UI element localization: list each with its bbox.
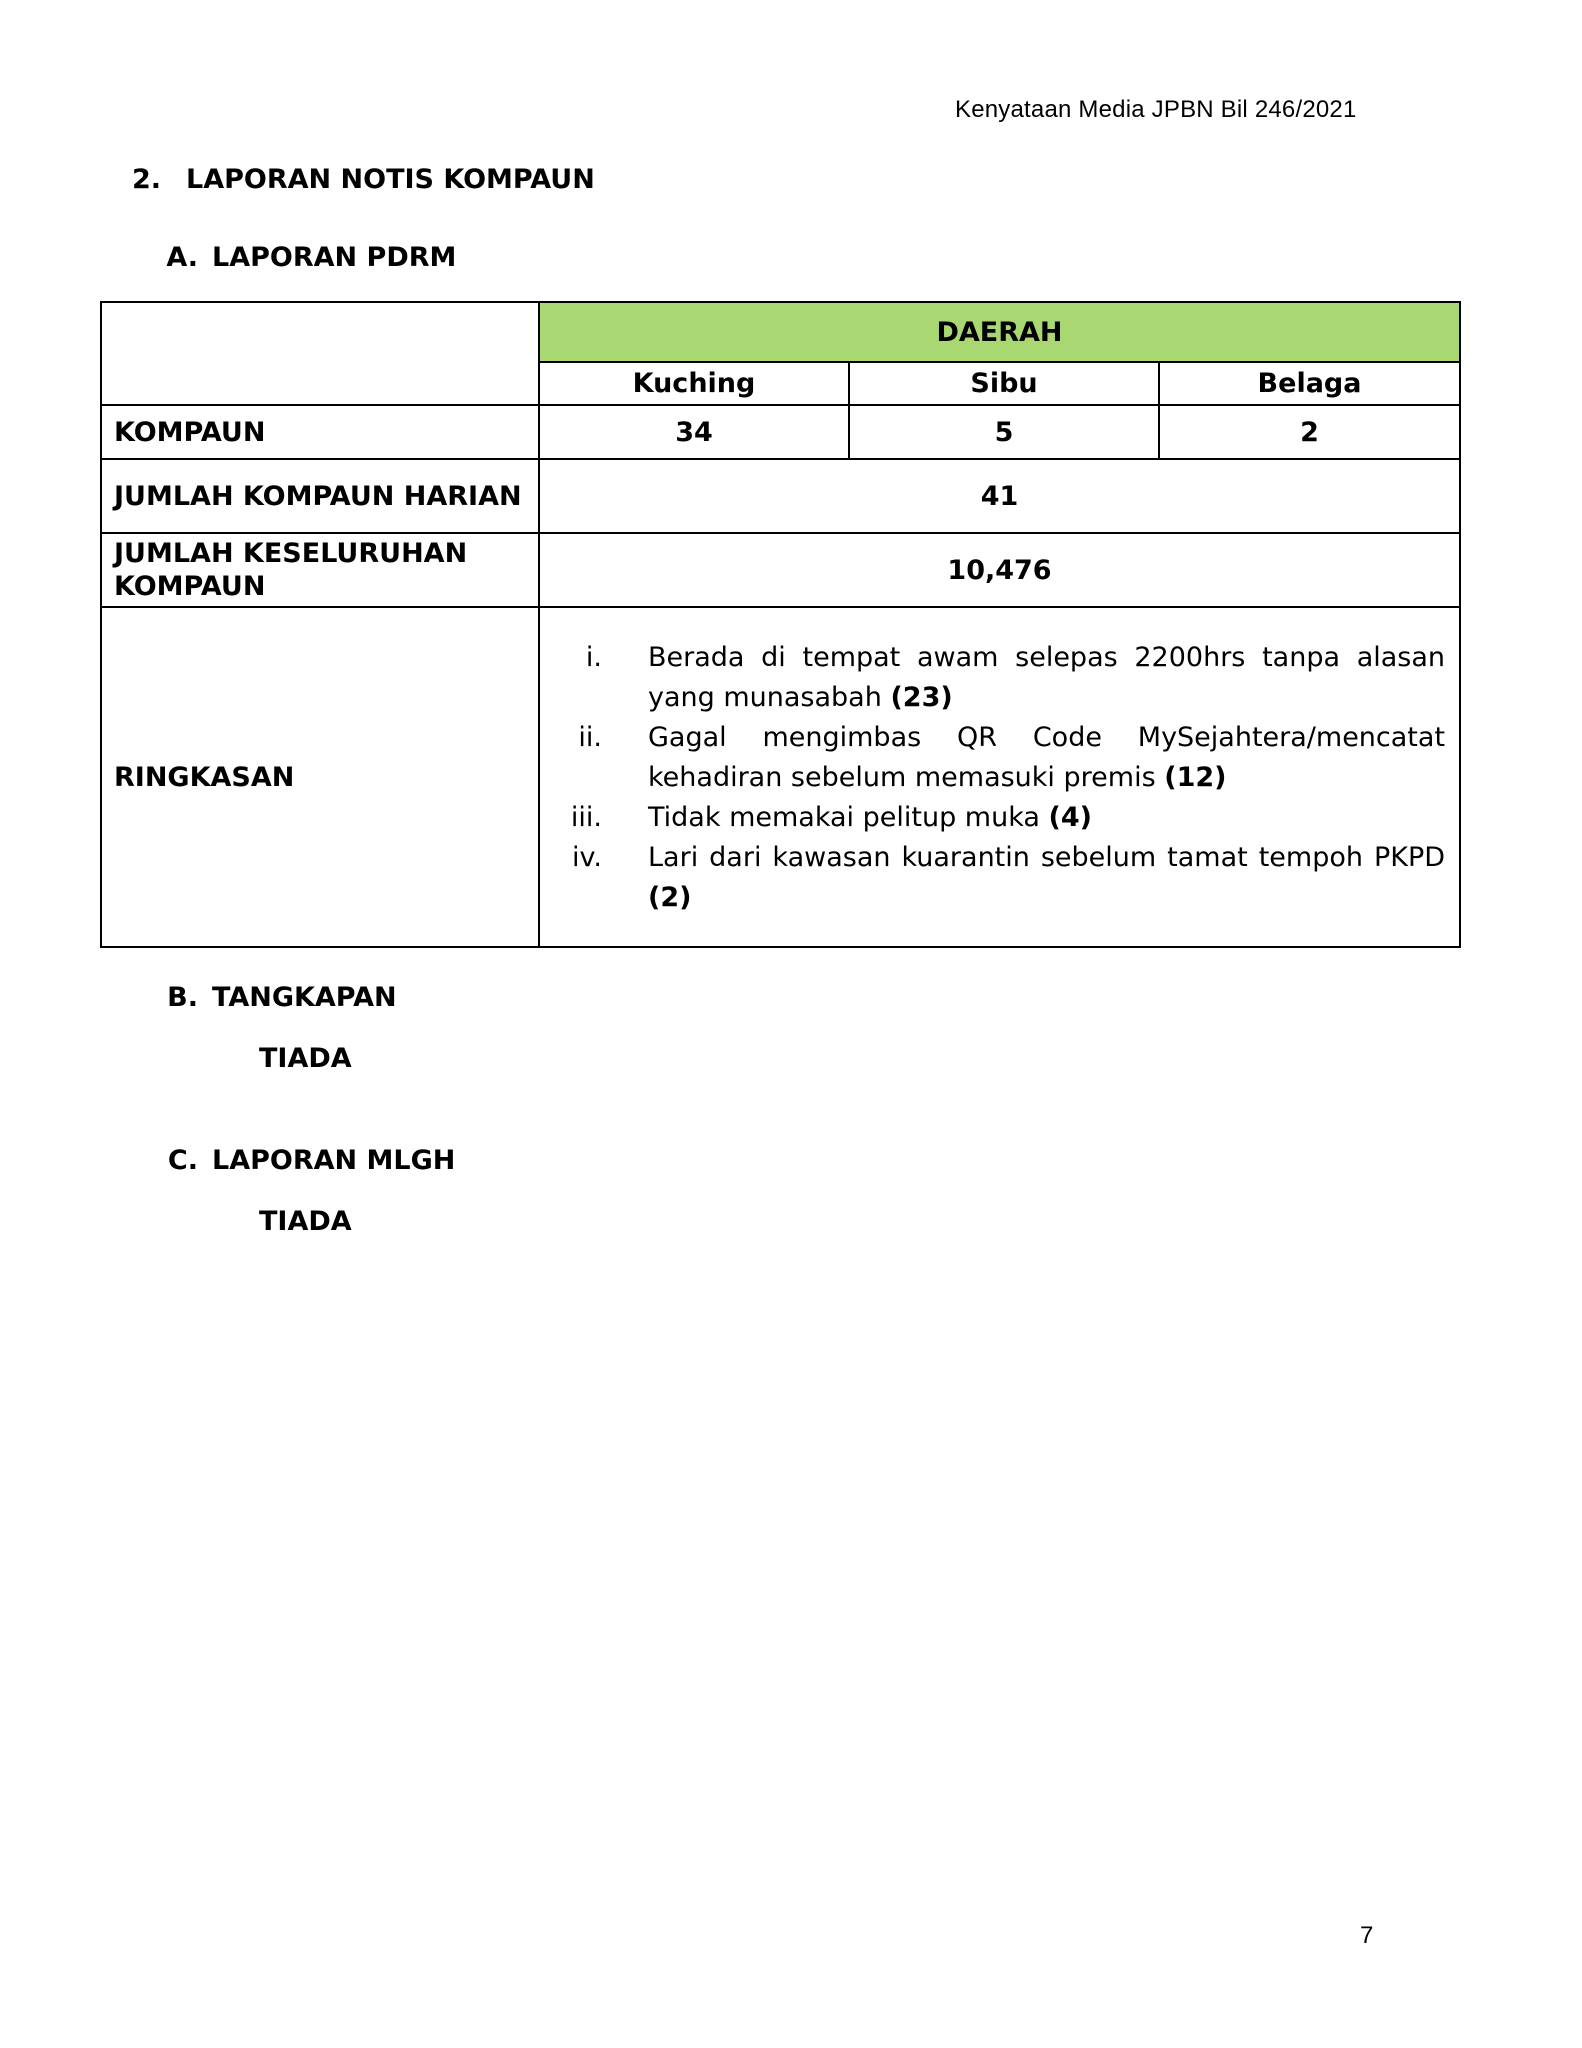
kompaun-kuching: 34: [539, 405, 849, 459]
row-label-keseluruhan-line2: KOMPAUN: [114, 571, 266, 602]
row-label-ringkasan: RINGKASAN: [101, 607, 539, 947]
part-b-title: TANGKAPAN: [212, 982, 397, 1013]
harian-total: 41: [539, 459, 1460, 533]
section-number: 2.: [132, 164, 162, 195]
list-count: (4): [1048, 802, 1092, 833]
part-c-letter: C.: [167, 1145, 198, 1176]
list-numeral: ii.: [578, 722, 602, 753]
row-label-keseluruhan: [101, 533, 539, 607]
part-b-letter: B.: [167, 982, 198, 1013]
kompaun-sibu: 5: [849, 405, 1159, 459]
list-text: Gagal mengimbas QR Code MySejahtera/mencatat kehadiran sebelum memasuki premis: [648, 722, 1446, 793]
list-text: Berada di tempat awam selepas 2200hrs tanpa alasan yang munasabah: [648, 642, 1446, 713]
section-heading: [132, 164, 595, 195]
row-label-keseluruhan-line1: JUMLAH KESELURUHAN: [114, 538, 468, 569]
part-c-title: LAPORAN MLGH: [212, 1145, 456, 1176]
district-header-kuching: Kuching: [539, 362, 849, 405]
pdrm-report-table: [100, 301, 1461, 948]
part-a-heading: [158, 242, 456, 273]
list-count: (23): [890, 682, 953, 713]
part-c-note: TIADA: [259, 1206, 352, 1237]
summary-list: [540, 608, 1459, 946]
table-row: [101, 533, 1460, 607]
ringkasan-cell: [539, 607, 1460, 947]
list-item: [540, 718, 1445, 798]
district-header-belaga: Belaga: [1159, 362, 1460, 405]
list-count: (2): [648, 882, 692, 913]
section-title: LAPORAN NOTIS KOMPAUN: [186, 164, 595, 195]
list-item: [540, 798, 1445, 838]
table-row: [101, 459, 1460, 533]
part-a-title: LAPORAN PDRM: [212, 242, 457, 273]
list-item: [540, 838, 1445, 918]
list-item: [540, 638, 1445, 718]
list-text: Lari dari kawasan kuarantin sebelum tamat tempoh PKPD: [648, 842, 1446, 873]
list-count: (12): [1164, 762, 1227, 793]
keseluruhan-total: 10,476: [539, 533, 1460, 607]
kompaun-belaga: 2: [1159, 405, 1460, 459]
row-label-harian: JUMLAH KOMPAUN HARIAN: [101, 459, 539, 533]
list-numeral: iii.: [570, 802, 602, 833]
table-row: [101, 405, 1460, 459]
part-b-note: TIADA: [259, 1043, 352, 1074]
part-a-letter: A.: [166, 242, 198, 273]
list-numeral: iv.: [572, 842, 602, 873]
part-c-heading: [158, 1145, 455, 1176]
list-text: Tidak memakai pelitup muka: [648, 802, 1040, 833]
list-numeral: i.: [585, 642, 602, 673]
district-header-sibu: Sibu: [849, 362, 1159, 405]
table-row: [101, 607, 1460, 947]
row-label-kompaun: KOMPAUN: [101, 405, 539, 459]
table-corner-cell: [101, 302, 539, 405]
document-reference: Kenyataan Media JPBN Bil 246/2021: [955, 96, 1357, 123]
part-b-heading: [151, 982, 397, 1013]
page-number: 7: [1360, 1922, 1374, 1949]
daerah-header: DAERAH: [539, 302, 1460, 362]
